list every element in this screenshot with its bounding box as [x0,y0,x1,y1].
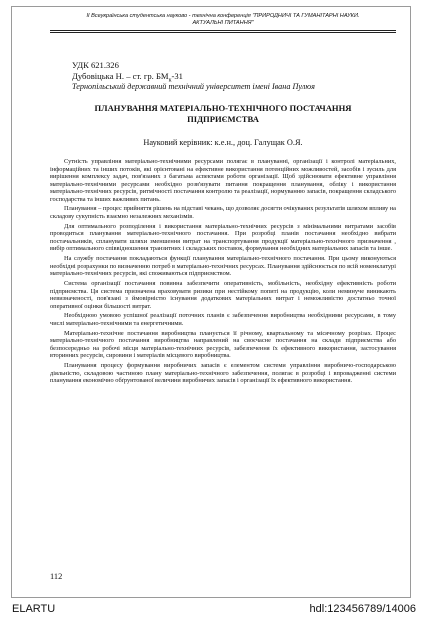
header-line-1: ІІ Всеукраїнська студентська науково - технічна конференція "ПРИРОДНИЧІ ТА ГУМАНІТАРНІ НАУКИ. [86,13,360,19]
author-group-tail: -31 [171,71,183,81]
paragraph: Матеріально-технічне постачання виробництва планується її річному, квартальному та місячному розрізах. Процес матеріально-технічного постачання виробництва направлений на своєчасне постачання на склади підприємства або безпосередньо на робочі місця матеріально-технічних ресурсів, забезпечення їх ефективного використання, застосування вторинних ресурсів, сировини і матеріалів місцевого виробництва. [50,329,396,360]
author-group-subscript: к [168,77,172,84]
paragraph: На службу постачання покладаються функції планування матеріально-технічного постачання. При цьому виконуються необхідні розрахунки по визначенню потреб в матеріально-технічних ресурсах. Планування здійснюється по всій номенклатурі матеріально-технічних ресурсів, які споживаються підприємством. [50,255,396,278]
title-line-2: ПІДПРИЄМСТВА [187,113,259,124]
paper-body [50,158,396,387]
paragraph: Для оптимального розподілення і використання матеріально-технічних ресурсів з мінімальними витратами засобів проводиться планування матеріально-технічного постачання. При розробці планів постачання необхідно вибрати постачальників, спланувати шляхи зменшення витрат на транспортування продукції матеріально-технічного призначення , вибір оптимального співвідношення транзитних і складських поставок, формування необхідних матеріальних запасів та інше. [50,222,396,253]
conference-header [50,13,396,26]
repository-footer [0,598,424,620]
paper-title [50,103,396,125]
header-line-2: АКТУАЛЬНІ ПИТАННЯ" [192,19,254,26]
author-name: Дубовіцька Н. – ст. гр. БМ [72,71,169,81]
university-name: Тернопільський державний технічний університет імені Івана Пулюя [72,82,315,91]
header-rule-bottom [50,32,396,33]
document-page [11,6,411,598]
paragraph: Система організації постачання повинна забезпечити оперативність, мобільність, необхідну ефективність роботи підприємства. Ця система призначена враховувати ризики при нестійкому попиті на продукцію, коли неминуче виникають невизначеності, пов'язані з ймовірністю існування додаткових матеріальних витрат і неможливістю достатньо точної оперативної оцінки більшості витрат. [50,279,396,310]
handle-identifier: hdl:123456789/14006 [309,603,416,615]
paragraph: Сутність управління матеріально-технічними ресурсами полягає в плануванні, організації і контролі матеріальних, інформаційних та інших потоків, які орієнтовані на ефективне використання потенційних можливостей, засобів і зусиль для вирішення комплексу задач, пов'язаних з багатьма аспектами роботи організації. Щоб здійснювати ефективне управління матеріально-технічними ресурсами необхідно розв'язувати питання покращення планування, обліку і використання матеріально-технічних ресурсів, ритмічності постачання контролю та реалізації, нормуванню запасів, покращення складського господарства та інших важливих питань. [50,158,396,203]
page-number: 112 [50,572,63,581]
title-line-1: ПЛАНУВАННЯ МАТЕРІАЛЬНО-ТЕХНІЧНОГО ПОСТАЧАННЯ [94,103,352,113]
header-rule-top [50,30,396,31]
paragraph: Необхідною умовою успішної реалізації поточних планів є забезпечення виробництва необхідними ресурсами, в тому числі матеріально-технічними та енергетичними. [50,312,396,327]
scientific-advisor: Науковий керівник: к.е.н., доц. Галущак О.Я. [143,138,303,147]
paragraph: Планування процесу формування виробничих запасів є елементом системи управління виробничо-господарською діяльністю, складовою частиною плану матеріально-технічного забезпечення, полягає в розробці і впровадженні системи планування економічно обґрунтованої величини виробничих запасів і організації їх ефективного використання. [50,361,396,385]
udk-code: УДК 621.326 [72,60,119,70]
repository-name: ELARTU [12,603,56,615]
paragraph: Планування – процес прийняття рішень на підставі чекань, що дозволяє досягти очікуваних результатів шляхом впливу на складову сукупність взаємно незалежних механізмів. [50,205,396,221]
